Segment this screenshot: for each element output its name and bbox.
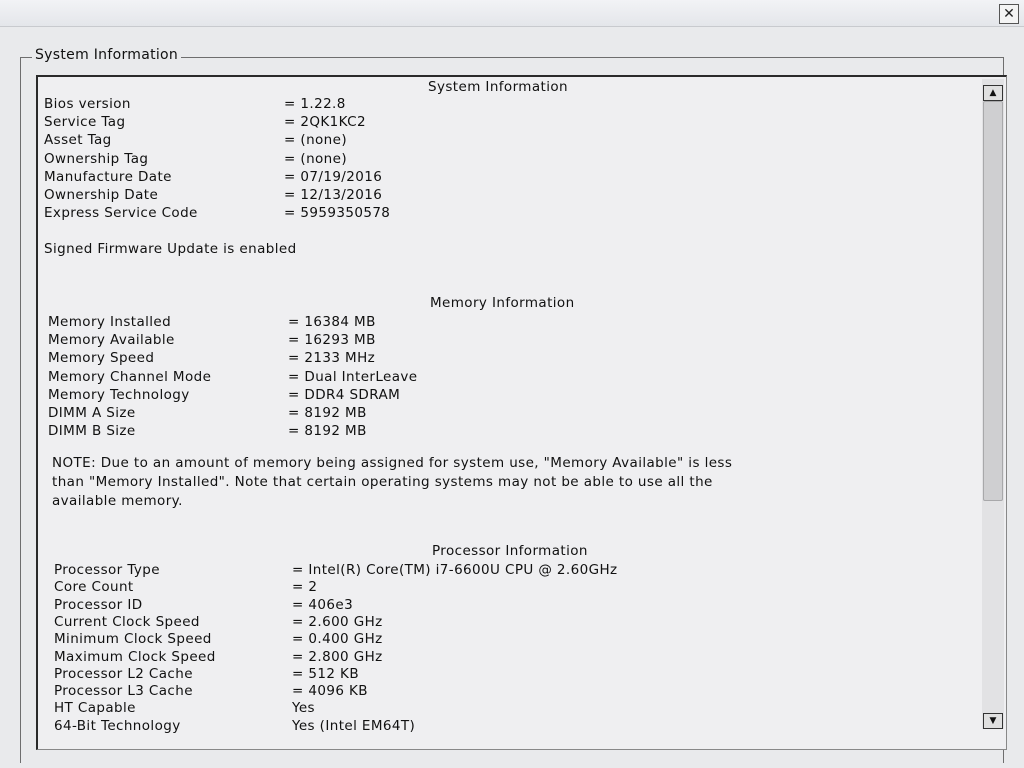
processor-info-label: HT Capable — [54, 700, 136, 717]
processor-info-row — [54, 648, 934, 666]
system-info-value: = 07/19/2016 — [284, 168, 383, 185]
system-info-row — [44, 168, 924, 186]
system-info-label: Service Tag — [44, 114, 126, 131]
memory-info-row — [48, 368, 928, 386]
processor-info-label: Core Count — [54, 579, 134, 596]
system-info-value: = 12/13/2016 — [284, 187, 383, 203]
system-info-label: Bios version — [44, 96, 131, 112]
processor-info-row — [54, 717, 934, 735]
memory-info-value: = 8192 MB — [288, 405, 367, 421]
memory-info-row — [48, 404, 928, 422]
processor-info-label: Processor Type — [54, 562, 160, 578]
system-info-row — [44, 95, 924, 113]
title-bar — [0, 0, 1024, 27]
memory-note-line-2: than "Memory Installed". Note that certain operating systems may not be able to use all the — [52, 474, 713, 490]
scroll-thumb[interactable] — [983, 101, 1003, 501]
memory-info-value: = 2133 MHz — [288, 350, 376, 367]
processor-section-title: Processor Information — [432, 543, 588, 559]
memory-info-value: = 8192 MB — [288, 423, 367, 440]
close-icon: ✕ — [1003, 6, 1015, 22]
memory-info-label: Memory Technology — [48, 386, 190, 403]
processor-info-value: = 4096 KB — [292, 683, 368, 700]
processor-info-label: Processor L2 Cache — [54, 665, 193, 682]
processor-info-value: = Intel(R) Core(TM) i7-6600U CPU @ 2.60GHz — [292, 562, 618, 578]
processor-info-label: Processor ID — [54, 596, 143, 613]
system-info-row — [44, 186, 924, 204]
system-info-label: Manufacture Date — [44, 168, 172, 185]
system-info-label: Express Service Code — [44, 205, 198, 222]
processor-info-row — [54, 578, 934, 596]
processor-info-label: Current Clock Speed — [54, 613, 200, 630]
processor-info-row — [54, 682, 934, 700]
processor-info-value: = 2.800 GHz — [292, 648, 383, 665]
memory-info-row — [48, 349, 928, 367]
memory-info-label: Memory Channel Mode — [48, 368, 212, 385]
chevron-down-icon: ▼ — [989, 716, 997, 726]
memory-info-row — [48, 331, 928, 349]
system-info-value: = 2QK1KC2 — [284, 114, 366, 131]
processor-info-value: Yes (Intel EM64T) — [292, 717, 416, 734]
system-info-label: Ownership Tag — [44, 150, 149, 167]
memory-note-line-1: NOTE: Due to an amount of memory being assigned for system use, "Memory Available" is less — [52, 455, 733, 471]
system-info-row — [44, 204, 924, 222]
processor-info-value: = 2 — [292, 579, 318, 596]
info-content — [44, 77, 974, 747]
memory-info-label: DIMM A Size — [48, 405, 136, 421]
memory-info-label: Memory Installed — [48, 314, 172, 330]
system-info-row — [44, 113, 924, 131]
memory-info-value: = 16293 MB — [288, 332, 376, 349]
system-info-value: = (none) — [284, 132, 348, 149]
memory-info-value: = 16384 MB — [288, 314, 376, 330]
processor-info-label: 64-Bit Technology — [54, 717, 181, 734]
chevron-up-icon: ▲ — [989, 88, 997, 98]
processor-info-row — [54, 596, 934, 614]
system-info-value: = 1.22.8 — [284, 96, 346, 112]
memory-info-value: = Dual InterLeave — [288, 368, 418, 385]
processor-info-value: = 406e3 — [292, 596, 354, 613]
processor-info-label: Processor L3 Cache — [54, 683, 193, 700]
system-info-row — [44, 131, 924, 149]
memory-info-label: Memory Speed — [48, 350, 155, 367]
system-info-label: Ownership Date — [44, 187, 159, 203]
memory-section-title: Memory Information — [430, 295, 575, 311]
processor-info-label: Minimum Clock Speed — [54, 631, 212, 648]
vertical-scrollbar[interactable] — [982, 79, 1004, 729]
scroll-up-button[interactable] — [983, 85, 1003, 101]
memory-info-label: DIMM B Size — [48, 423, 136, 440]
processor-info-value: Yes — [292, 700, 315, 717]
system-info-value: = 5959350578 — [284, 205, 391, 222]
memory-info-row — [48, 422, 928, 440]
info-panel[interactable] — [36, 75, 1007, 750]
system-info-label: Asset Tag — [44, 132, 112, 149]
processor-info-row — [54, 699, 934, 717]
firmware-status: Signed Firmware Update is enabled — [44, 241, 297, 257]
processor-info-row — [54, 630, 934, 648]
processor-info-row — [54, 561, 934, 579]
memory-info-row — [48, 313, 928, 331]
processor-info-row — [54, 613, 934, 631]
memory-info-row — [48, 386, 928, 404]
processor-info-value: = 512 KB — [292, 665, 359, 682]
groupbox-title: System Information — [32, 47, 181, 63]
memory-info-label: Memory Available — [48, 332, 175, 349]
close-button[interactable] — [999, 4, 1019, 24]
processor-info-value: = 0.400 GHz — [292, 631, 383, 648]
scroll-down-button[interactable] — [983, 713, 1003, 729]
memory-info-value: = DDR4 SDRAM — [288, 386, 401, 403]
processor-info-row — [54, 665, 934, 683]
system-info-value: = (none) — [284, 150, 348, 167]
system-info-row — [44, 150, 924, 168]
processor-info-label: Maximum Clock Speed — [54, 648, 216, 665]
processor-info-value: = 2.600 GHz — [292, 613, 383, 630]
system-section-title: System Information — [428, 79, 568, 95]
memory-note-line-3: available memory. — [52, 493, 183, 509]
